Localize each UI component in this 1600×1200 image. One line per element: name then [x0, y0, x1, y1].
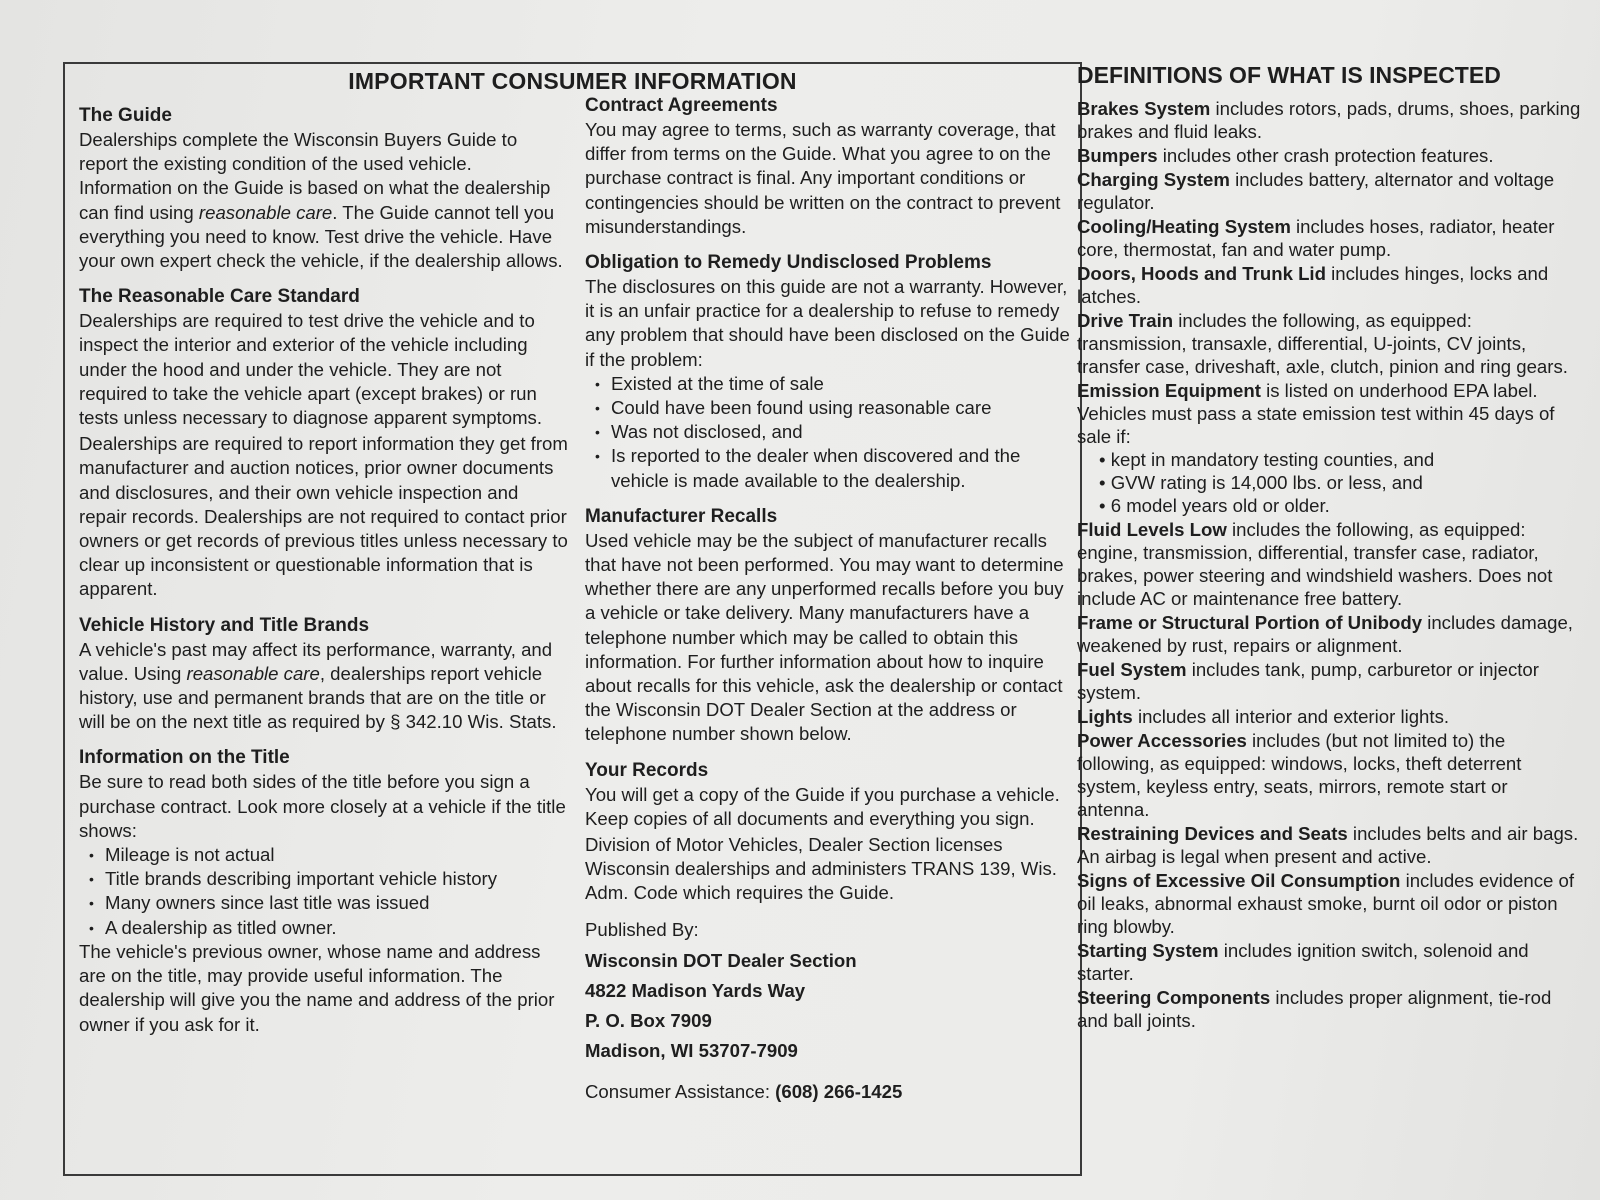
middle-column: [585, 94, 1075, 1104]
section-heading: Obligation to Remedy Undisclosed Problems: [585, 252, 992, 274]
section-text: Dealerships are required to report information they get from manufacturer and auction notices, prior owner documents and disclosures, and their own vehicle inspection and repair records. Dealerships are not required to contact prior owners or get records of previous titles unless necessary to clear up inconsistent or questionable information that is apparent.: [79, 433, 568, 600]
section-heading: Manufacturer Recalls: [585, 505, 778, 527]
definition-text: includes tank, pump, carburetor or injector system.: [1077, 659, 1539, 703]
definition-term: Starting System: [1077, 940, 1219, 961]
definition-text: includes damage, weakened by rust, repairs or alignment.: [1077, 612, 1573, 656]
definition-item: [1077, 262, 1582, 308]
section-text: Be sure to read both sides of the title before you sign a purchase contract. Look more closely at a vehicle if the title shows:: [79, 771, 566, 841]
definitions-column: [1077, 64, 1582, 1033]
definition-term: Drive Train: [1077, 310, 1174, 331]
section-text: [79, 128, 569, 273]
publisher-block: [585, 918, 1075, 1104]
italic-text: reasonable care: [186, 662, 320, 684]
section-records: [585, 759, 1075, 906]
definition-item: [1077, 658, 1582, 704]
definition-text: includes rotors, pads, drums, shoes, parking brakes and fluid leaks.: [1077, 98, 1581, 142]
section-heading: Contract Agreements: [585, 95, 778, 116]
list-item: • Mileage is not actual: [89, 843, 569, 867]
definition-text: includes (but not limited to) the following, as equipped: windows, locks, theft deterrent system, keyless entry, seats, mirrors, remote start or antenna.: [1077, 730, 1522, 820]
definition-item: [1077, 309, 1582, 378]
definition-item: [1077, 705, 1582, 728]
definition-text: includes hoses, radiator, heater core, thermostat, fan and water pump.: [1077, 216, 1555, 260]
list-item: • Many owners since last title was issued: [89, 891, 569, 915]
definition-item: [1077, 97, 1582, 143]
section-vehicle-history: [79, 614, 569, 735]
definition-item: [1077, 379, 1582, 517]
list-item: • Existed at the time of sale: [595, 372, 1075, 396]
definition-term: Doors, Hoods and Trunk Lid: [1077, 263, 1326, 284]
definition-term: Fuel System: [1077, 659, 1187, 680]
section-heading: Your Records: [585, 759, 709, 781]
definition-text: includes the following, as equipped: engine, transmission, differential, transfer case, radiator, brakes, power steering and windshield washers. Does not include AC or maintenance free battery.: [1077, 519, 1553, 609]
section-text: Dealerships are required to test drive the vehicle and to inspect the interior and exterior of the vehicle including under the hood and under the vehicle. They are not required to take the vehicle apart (except brakes) or run tests unless necessary to diagnose apparent symptoms.: [79, 310, 543, 429]
section-text: [79, 638, 569, 735]
definition-term: Frame or Structural Portion of Unibody: [1077, 612, 1423, 633]
publisher-org: Wisconsin DOT Dealer Section: [585, 949, 857, 971]
definition-item: [1077, 986, 1582, 1032]
section-the-guide: [79, 104, 569, 273]
definition-text: includes ignition switch, solenoid and starter.: [1077, 940, 1529, 984]
list-item: • Is reported to the dealer when discovered and the vehicle is made available to the dealership.: [595, 444, 1075, 492]
section-title-info: [79, 746, 569, 1036]
published-by-label: Published By:: [585, 918, 699, 940]
definition-item: [1077, 144, 1582, 167]
definition-item: [1077, 611, 1582, 657]
list-item: • Was not disclosed, and: [595, 420, 1075, 444]
section-heading: Vehicle History and Title Brands: [79, 614, 370, 636]
text-part: A vehicle's past may affect its performance, warranty, and value. Using: [79, 638, 553, 684]
assistance-label: Consumer Assistance:: [585, 1080, 776, 1102]
definition-text: includes other crash protection features.: [1157, 145, 1494, 166]
list-item: • Could have been found using reasonable care: [595, 396, 1075, 420]
list-item: • A dealership as titled owner.: [89, 916, 569, 940]
definition-text: includes battery, alternator and voltage regulator.: [1077, 169, 1555, 213]
consumer-assistance: [585, 1080, 1075, 1104]
italic-text: reasonable care: [198, 201, 333, 223]
list-item: • 6 model years old or older.: [1099, 494, 1582, 517]
definition-term: Signs of Excessive Oil Consumption: [1077, 870, 1401, 891]
definition-text: includes evidence of oil leaks, abnormal exhaust smoke, burnt oil odor or piston ring blowby.: [1077, 870, 1575, 937]
emission-bullet-list: [1077, 448, 1582, 517]
section-text: Used vehicle may be the subject of manufacturer recalls that have not been performed. You may want to determine whether there are any unperformed recalls before you buy a vehicle or take delivery. Many manufacturers have a telephone number which may be called to obtain this information. For further information about how to inquire about recalls for this vehicle, ask the dealership or contact the Wisconsin DOT Dealer Section at the address or telephone number shown below.: [585, 529, 1064, 745]
assistance-phone: (608) 266-1425: [775, 1080, 903, 1102]
definition-text: includes the following, as equipped: transmission, transaxle, differential, U-joints, CV joints, transfer case, driveshaft, axle, clutch, pinion and ring gears.: [1077, 310, 1568, 377]
definitions-list: [1077, 97, 1582, 1032]
section-heading: The Reasonable Care Standard: [79, 286, 360, 308]
definition-term: Steering Components: [1077, 987, 1271, 1008]
section-obligation: [585, 251, 1075, 493]
definition-item: [1077, 822, 1582, 868]
section-text: Division of Motor Vehicles, Dealer Section licenses Wisconsin dealerships and administers TRANS 139, Wis. Adm. Code which requires the Guide.: [585, 834, 1057, 904]
list-item: • GVW rating is 14,000 lbs. or less, and: [1099, 471, 1582, 494]
box-title: IMPORTANT CONSUMER INFORMATION: [348, 68, 797, 94]
bullet-list: [585, 372, 1075, 493]
definition-term: Cooling/Heating System: [1077, 216, 1291, 237]
text-part: Dealerships complete the Wisconsin Buyers Guide to report the existing condition of the used vehicle. Information on the Guide is based on what the dealership can find using: [79, 129, 551, 223]
definition-item: [1077, 939, 1582, 985]
definition-text: includes all interior and exterior lights.: [1132, 706, 1450, 727]
definition-term: Lights: [1077, 706, 1133, 727]
text-part: . The Guide cannot tell you everything you need to know. Test drive the vehicle. Have your own expert check the vehicle, if the dealership allows.: [79, 201, 563, 272]
bullet-list: [79, 843, 569, 940]
definition-item: [1077, 215, 1582, 261]
definition-item: [1077, 869, 1582, 938]
publisher-pobox: P. O. Box 7909: [585, 1009, 712, 1031]
definition-text: includes belts and air bags. An airbag is legal when present and active.: [1077, 823, 1579, 867]
section-heading: Information on the Title: [79, 747, 290, 769]
section-text: The disclosures on this guide are not a warranty. However, it is an unfair practice for a dealership to refuse to remedy any problem that should have been disclosed on the Guide if the problem:: [585, 276, 1070, 370]
text-part: , dealerships report vehicle history, use and permanent brands that are on the title or will be on the next title as required by § 342.10 Wis. Stats.: [79, 662, 557, 733]
definition-text: is listed on underhood EPA label. Vehicles must pass a state emission test within 45 days of sale if:: [1077, 380, 1555, 447]
consumer-information-box: [63, 62, 1082, 1176]
definition-term: Emission Equipment: [1077, 380, 1261, 401]
section-recalls: [585, 505, 1075, 747]
definition-term: Charging System: [1077, 169, 1230, 190]
definition-term: Power Accessories: [1077, 730, 1247, 751]
definitions-title: DEFINITIONS OF WHAT IS INSPECTED: [1077, 62, 1501, 88]
definition-text: includes proper alignment, tie-rod and ball joints.: [1077, 987, 1552, 1031]
definition-item: [1077, 729, 1582, 821]
definition-item: [1077, 518, 1582, 610]
definition-term: Bumpers: [1077, 145, 1158, 166]
publisher-city: Madison, WI 53707-7909: [585, 1039, 798, 1061]
section-reasonable-care: [79, 285, 569, 601]
list-item: • Title brands describing important vehicle history: [89, 867, 569, 891]
section-text: You will get a copy of the Guide if you purchase a vehicle. Keep copies of all documents and everything you sign.: [585, 783, 1060, 829]
list-item: • kept in mandatory testing counties, and: [1099, 448, 1582, 471]
definition-term: Brakes System: [1077, 98, 1211, 119]
publisher-street: 4822 Madison Yards Way: [585, 979, 806, 1001]
definition-term: Fluid Levels Low: [1077, 519, 1227, 540]
section-contract: [585, 94, 1075, 239]
definition-item: [1077, 168, 1582, 214]
section-heading: The Guide: [79, 105, 172, 126]
section-text: The vehicle's previous owner, whose name and address are on the title, may provide useful information. The dealership will give you the name and address of the prior owner if you ask for it.: [79, 940, 555, 1035]
definition-term: Restraining Devices and Seats: [1077, 823, 1348, 844]
definition-text: includes hinges, locks and latches.: [1077, 263, 1549, 307]
section-text: You may agree to terms, such as warranty coverage, that differ from terms on the Guide. What you agree to on the purchase contract is final. Any important conditions or contingencies should be written on the contract to prevent misunderstandings.: [585, 119, 1061, 237]
left-column: [79, 104, 569, 1049]
